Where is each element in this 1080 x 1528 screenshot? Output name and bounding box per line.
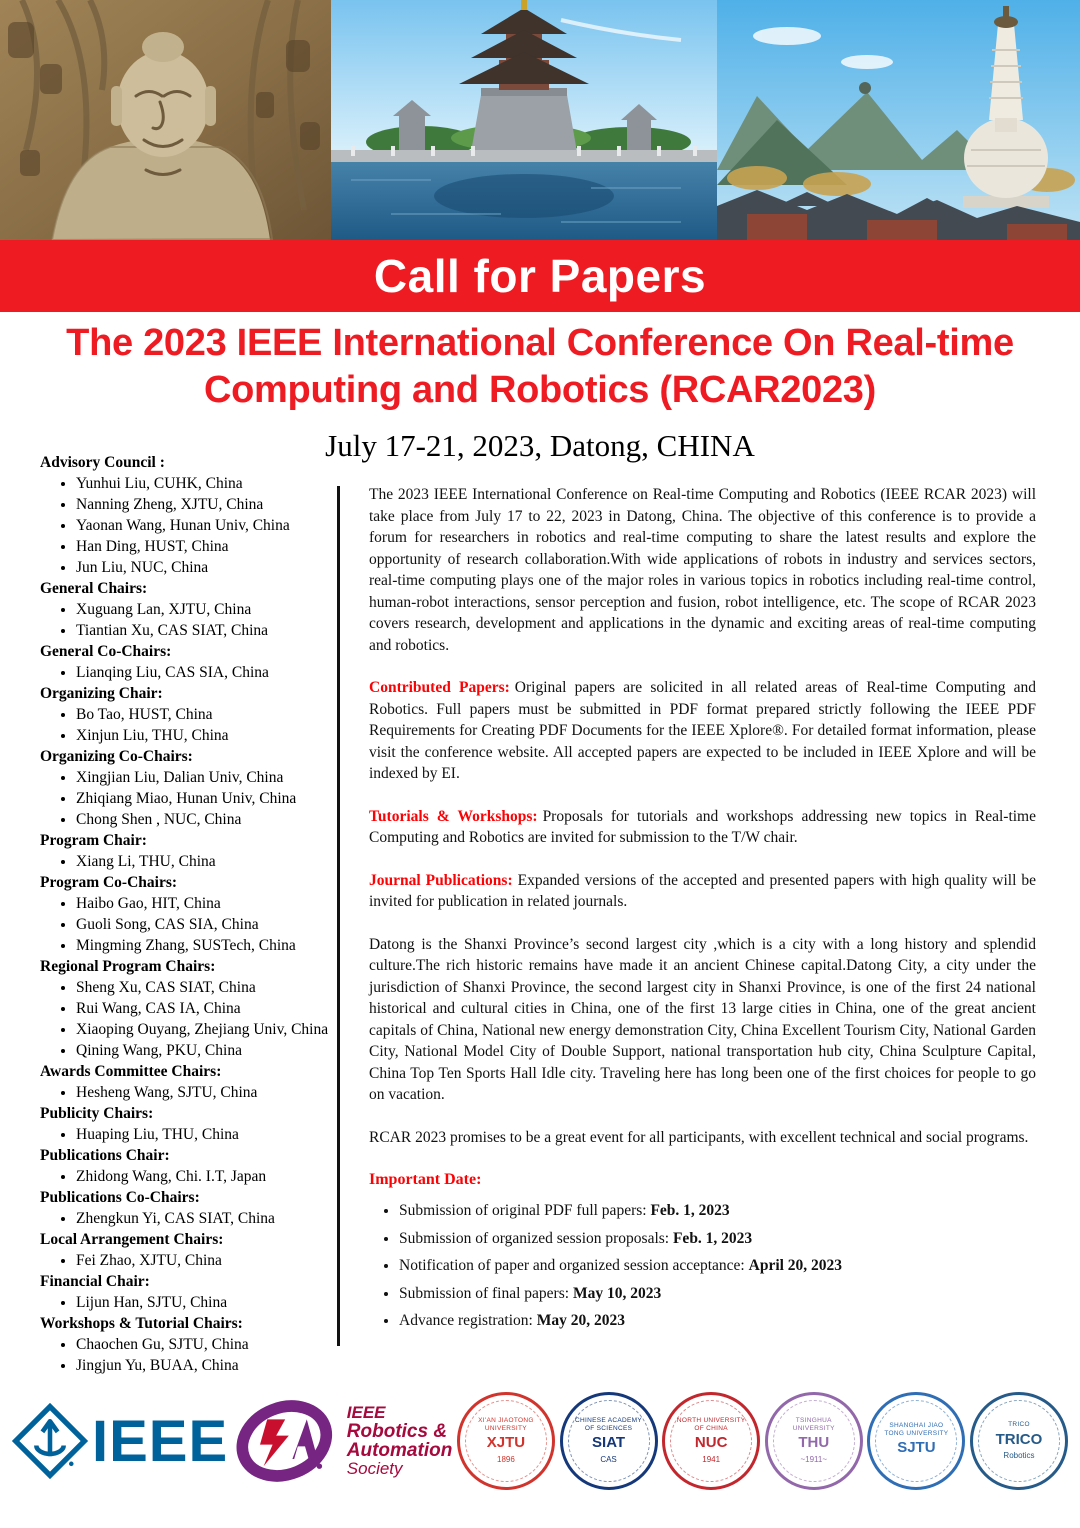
committee-section-heading: Program Chair: (40, 832, 147, 849)
ieee-wordmark: IEEE (92, 1408, 229, 1474)
paragraph-text: RCAR 2023 promises to be a great event for all participants, with excellent technical and social programs. (369, 1128, 1029, 1146)
committee-section-heading: Financial Chair: (40, 1273, 150, 1290)
committee-member-list (40, 1124, 340, 1145)
committee-member: • Jingjun Yu, BUAA, China (76, 1355, 340, 1376)
committee-member: • Lijun Han, SJTU, China (76, 1292, 340, 1313)
banner-title: Call for Papers (373, 250, 707, 302)
important-date-value: Feb. 1, 2023 (672, 1229, 753, 1247)
seal-subtext: CAS (600, 1454, 617, 1464)
body-paragraph (369, 806, 1036, 849)
committee-section (40, 1229, 340, 1271)
committee-member-list (40, 662, 340, 683)
committee-section (40, 1103, 340, 1145)
committee-section (40, 956, 340, 1061)
seal-subtext: Robotics (1003, 1451, 1035, 1461)
committee-section-heading: Regional Program Chairs: (40, 958, 216, 975)
committee-section-heading: Advisory Council : (40, 454, 165, 471)
xjtu-seal (457, 1392, 555, 1490)
paragraph-text: Datong is the Shanxi Province’s second largest city ,which is a city with a long history and splendid culture.The rich historic remains have made it an ancient Chinese capital.Datong City, a city under the jurisdiction of Shanxi Province, the second largest city in Shanxi Province, is one of the first 24 national historical and cultural cities in China, one of the first 13 large cities in China, one of the great ancient capitals of China, National new energy demonstration City, China Excellent Tourism City, National Garden City, National Model City of Double Support, national transportation hub city, China Sculpture Capital, China Top Ten Sports Hall Idle city. Traveling here has long been one of the first choices for people to go on vacation. (369, 935, 1036, 1103)
ieee-ras-logo (233, 1395, 453, 1487)
seal-abbreviation: SIAT (592, 1434, 626, 1452)
paragraph-label: Contributed Papers: (369, 679, 510, 696)
committee-member: • Chong Shen , NUC, China (76, 809, 340, 830)
committee-member-list (40, 473, 340, 578)
important-date-value: May 20, 2023 (536, 1312, 625, 1329)
committee-section (40, 746, 340, 830)
committee-member: • Guoli Song, CAS SIA, China (76, 914, 340, 935)
committee-section-heading: Publicity Chairs: (40, 1105, 154, 1122)
committee-section-heading: Publications Co-Chairs: (40, 1189, 200, 1206)
committee-member: • Tiantian Xu, CAS SIAT, China (76, 620, 340, 641)
committee-member-list (40, 1334, 340, 1376)
seal-ring-text: TRICO (1008, 1421, 1030, 1429)
committee-section-heading: Local Arrangement Chairs: (40, 1231, 224, 1248)
seal-abbreviation: XJTU (486, 1434, 526, 1452)
important-date-text: Notification of paper and organized session acceptance: (399, 1257, 749, 1274)
important-date-text: Submission of final papers: (399, 1284, 573, 1302)
committee-member-list (40, 704, 340, 746)
committee-member: • Sheng Xu, CAS SIAT, China (76, 977, 340, 998)
body-paragraph (369, 934, 1036, 1106)
important-date-text: Submission of original PDF full papers: (399, 1202, 651, 1219)
seal-ring-text: CHINESE ACADEMY OF SCIENCES (575, 1417, 643, 1432)
conference-title-line1: The 2023 IEEE International Conference On Real-time (66, 322, 1014, 364)
committee-member-list (40, 851, 340, 872)
committee-section (40, 578, 340, 641)
committee-section (40, 683, 340, 746)
ras-line-ieee: IEEE (346, 1403, 386, 1423)
committee-member-list (40, 1292, 340, 1313)
seal-ring-text: XI'AN JIAOTONG UNIVERSITY (478, 1417, 534, 1432)
committee-section-heading: Program Co-Chairs: (40, 874, 178, 891)
committee-section-heading: Organizing Co-Chairs: (40, 748, 193, 765)
committee-sidebar (40, 452, 340, 1376)
body-paragraph (369, 677, 1036, 785)
committee-section-heading: Organizing Chair: (40, 685, 163, 702)
important-date-value: April 20, 2023 (748, 1257, 843, 1274)
white-stupa-illustration (717, 0, 1080, 240)
lake-pavilion-photo (331, 0, 717, 240)
committee-member: • Xingjian Liu, Dalian Univ, China (76, 767, 340, 788)
committee-member: • Haibo Gao, HIT, China (76, 893, 340, 914)
committee-section-heading: Awards Committee Chairs: (40, 1063, 222, 1080)
committee-member: • Qining Wang, PKU, China (76, 1040, 340, 1061)
paragraph-label: Tutorials & Workshops: (369, 807, 538, 825)
committee-member: • Chaochen Gu, SJTU, China (76, 1334, 340, 1355)
committee-member: • Lianqing Liu, CAS SIA, China (76, 662, 340, 683)
body-paragraph (369, 1127, 1036, 1149)
committee-member-list (40, 977, 340, 1061)
seal-ring-text: NORTH UNIVERSITY OF CHINA (676, 1417, 746, 1432)
important-date-value: Feb. 1, 2023 (650, 1202, 730, 1219)
paragraph-label: Journal Publications: (369, 871, 513, 889)
committee-member: • Xiaoping Ouyang, Zhejiang Univ, China (76, 1019, 340, 1040)
committee-section (40, 452, 340, 578)
important-date-item (399, 1280, 1036, 1308)
committee-section-heading: General Co-Chairs: (40, 643, 172, 660)
trico-seal (970, 1392, 1068, 1490)
body-paragraph (369, 870, 1036, 913)
committee-member-list (40, 599, 340, 641)
committee-member: • Yaonan Wang, Hunan Univ, China (76, 515, 340, 536)
important-date-item (399, 1307, 1036, 1335)
committee-member: • Zhengkun Yi, CAS SIAT, China (76, 1208, 340, 1229)
seal-subtext: 1941 (702, 1454, 721, 1464)
buddha-grotto-illustration (0, 0, 331, 240)
seal-abbreviation: SJTU (897, 1439, 936, 1457)
nuc-seal (662, 1392, 760, 1490)
committee-member: • Hesheng Wang, SJTU, China (76, 1082, 340, 1103)
important-dates-list (369, 1197, 1036, 1335)
committee-member: • Nanning Zheng, XJTU, China (76, 494, 340, 515)
ras-line-robotics: Robotics & (346, 1420, 448, 1442)
committee-section (40, 830, 340, 872)
conference-title-line2: Computing and Robotics (RCAR2023) (203, 369, 876, 411)
committee-member: • Mingming Zhang, SUSTech, China (76, 935, 340, 956)
siat-seal (560, 1392, 658, 1490)
tsinghua-seal (765, 1392, 863, 1490)
committee-member-list (40, 1208, 340, 1229)
committee-member: • Bo Tao, HUST, China (76, 704, 340, 725)
paragraph-text: Expanded versions of the accepted and presented papers with high quality will be invited for publication in related journals. (369, 871, 1036, 910)
seal-abbreviation: THU (798, 1434, 830, 1452)
committee-section-heading: Publications Chair: (40, 1147, 170, 1164)
committee-member: • Zhidong Wang, Chi. I.T, Japan (76, 1166, 340, 1187)
ieee-diamond-icon (12, 1403, 88, 1479)
body-paragraphs (369, 484, 1036, 1148)
important-date-item (399, 1252, 1036, 1280)
sjtu-seal (867, 1392, 965, 1490)
committee-section-heading: General Chairs: (40, 580, 148, 597)
ras-line-automation: Automation (346, 1440, 453, 1461)
important-date-item (399, 1197, 1036, 1225)
committee-member: • Zhiqiang Miao, Hunan Univ, China (76, 788, 340, 809)
conference-title (0, 320, 1080, 414)
important-dates-block (369, 1169, 1036, 1335)
committee-member: • Xinjun Liu, THU, China (76, 725, 340, 746)
lake-pavilion-illustration (331, 0, 717, 240)
committee-section (40, 1061, 340, 1103)
seal-ring-text: SHANGHAI JIAO TONG UNIVERSITY (884, 1422, 949, 1437)
committee-section (40, 1145, 340, 1187)
ieee-logo (12, 1403, 228, 1479)
column-divider (337, 486, 340, 1346)
committee-section (40, 1271, 340, 1313)
important-date-item (399, 1225, 1036, 1253)
committee-member-list (40, 1082, 340, 1103)
ras-mark-icon (233, 1395, 341, 1487)
committee-section (40, 641, 340, 683)
buddha-grotto-photo (0, 0, 331, 240)
committee-member-list (40, 767, 340, 830)
committee-member: • Xuguang Lan, XJTU, China (76, 599, 340, 620)
date-location: July 17-21, 2023, Datong, CHINA (325, 428, 755, 463)
paragraph-text: The 2023 IEEE International Conference on Real-time Computing and Robotics (IEEE RCAR 2023) will take place from July 17 to 22, 2023 in Datong, China. The objective of this conference is to provide a forum for researchers in robotics and real-time computing to share the latest results and explore the opportunity of research collaboration.With wide applications of robots in industry and services sectors, real-time computing plays one of the major roles in various topics in robotics including real-time control, human-robot interactions, sensor perception and fusion, robot intelligence, etc. The scope of RCAR 2023 covers research, development and applications in the dynamic and exciting areas of real-time computing and robotics. (369, 486, 1036, 654)
important-date-text: Submission of organized session proposals: (399, 1229, 673, 1247)
committee-member: • Xiang Li, THU, China (76, 851, 340, 872)
important-date-text: Advance registration: (399, 1312, 537, 1329)
main-text-column (369, 484, 1036, 1335)
call-for-papers-banner (0, 240, 1080, 312)
seal-abbreviation: NUC (694, 1434, 728, 1452)
committee-member: • Fei Zhao, XJTU, China (76, 1250, 340, 1271)
committee-member-list (40, 893, 340, 956)
body-paragraph (369, 484, 1036, 656)
committee-member: • Rui Wang, CAS IA, China (76, 998, 340, 1019)
paragraph-text: Original papers are solicited in all related areas of Real-time Computing and Robotics. Full papers must be submitted in PDF format prepared strictly following the IEEE PDF Requirements for Creating PDF Documents for the IEEE Xplore®. For detailed format information, please visit the conference website. All accepted papers are expected to be included in IEEE Xplore and will be indexed by EI. (369, 679, 1036, 782)
ras-line-society: Society (346, 1459, 403, 1479)
logo-strip (12, 1386, 1068, 1496)
seal-subtext: ~1911~ (800, 1454, 828, 1464)
important-date-value: May 10, 2023 (572, 1284, 662, 1302)
committee-section (40, 1313, 340, 1376)
committee-member: • Huaping Liu, THU, China (76, 1124, 340, 1145)
committee-member-list (40, 1166, 340, 1187)
seal-ring-text: TSINGHUA UNIVERSITY (792, 1417, 835, 1432)
committee-member: • Yunhui Liu, CUHK, China (76, 473, 340, 494)
committee-member: • Jun Liu, NUC, China (76, 557, 340, 578)
committee-section (40, 872, 340, 956)
important-dates-heading: Important Date: (369, 1171, 482, 1188)
seal-subtext: 1896 (497, 1454, 515, 1464)
committee-section (40, 1187, 340, 1229)
white-stupa-photo (717, 0, 1080, 240)
committee-section-heading: Workshops & Tutorial Chairs: (40, 1315, 243, 1332)
committee-member: • Han Ding, HUST, China (76, 536, 340, 557)
seal-abbreviation: TRICO (995, 1430, 1043, 1448)
committee-member-list (40, 1250, 340, 1271)
paragraph-text: Proposals for tutorials and workshops addressing new topics in Real-time Computing and Robotics are invited for submission to the T/W chair. (369, 807, 1036, 846)
photo-strip (0, 0, 1080, 240)
